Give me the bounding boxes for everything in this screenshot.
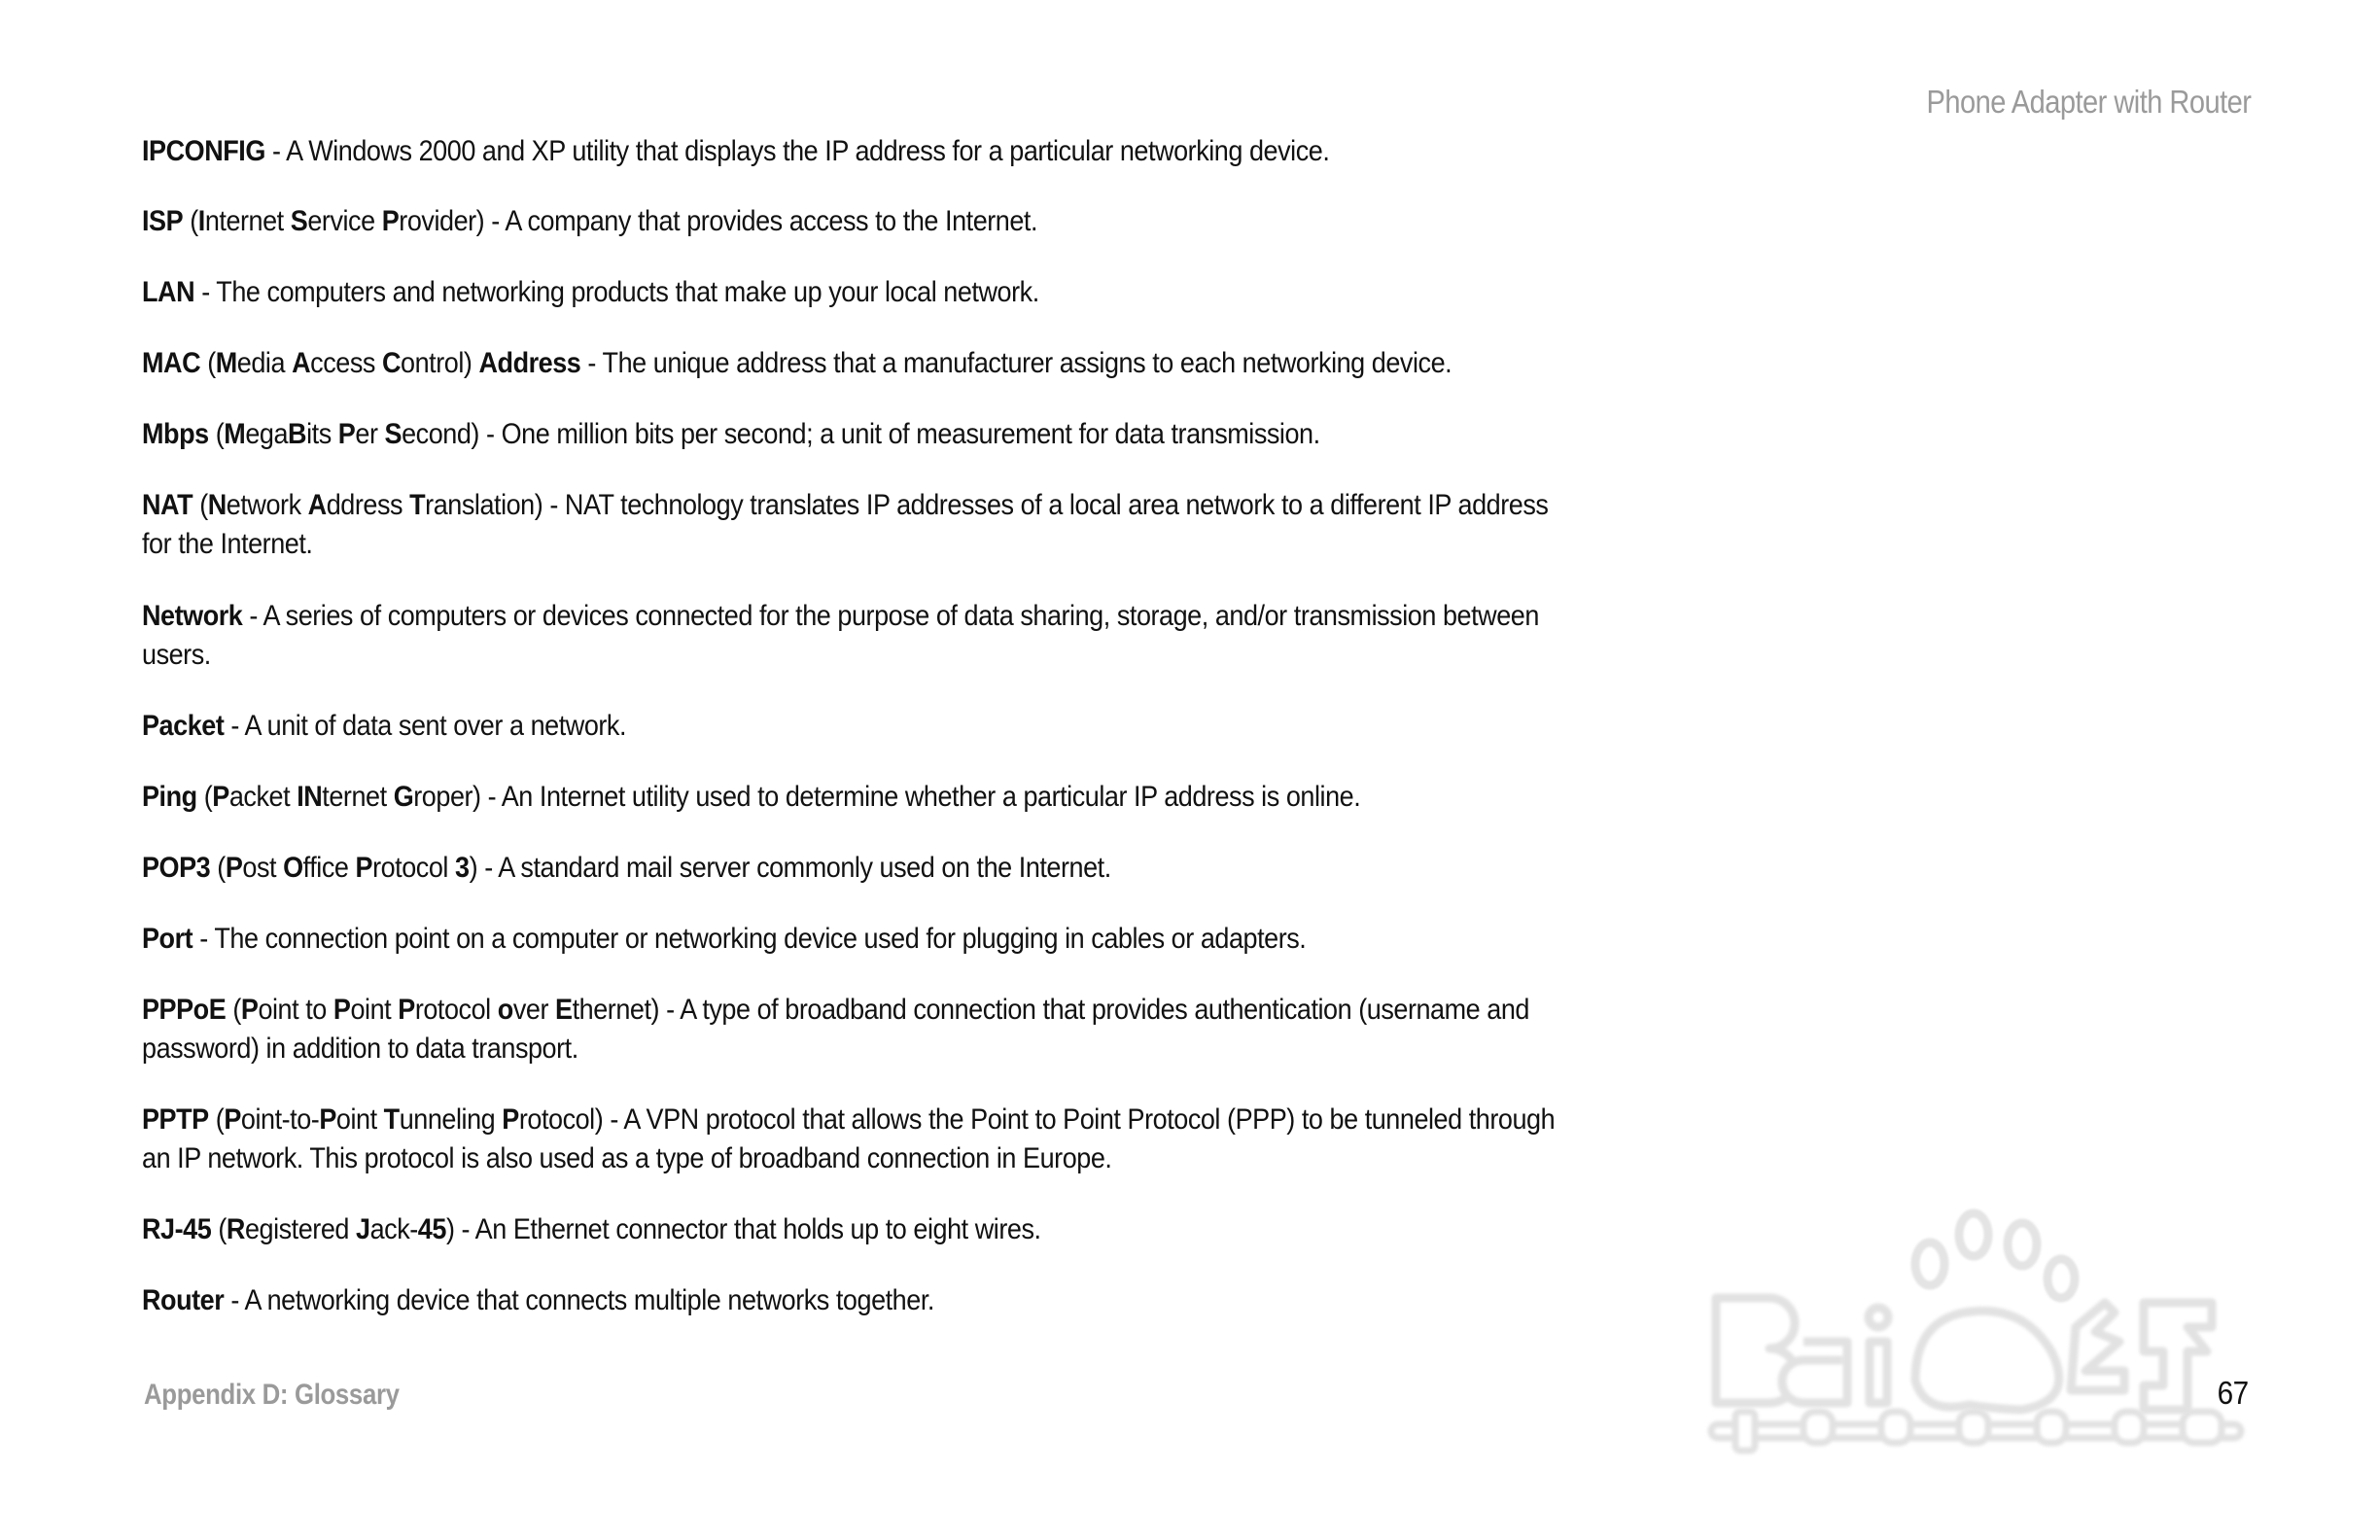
glossary-definition-text: oint <box>335 1103 384 1136</box>
paw-print-icon <box>1915 1213 2075 1298</box>
glossary-term-text: C <box>381 347 402 379</box>
glossary-definition-text: ost <box>242 852 284 884</box>
glossary-entry-mac-address <box>142 344 1682 383</box>
glossary-definition-text: ( <box>208 1103 225 1136</box>
page-number: 67 <box>2217 1375 2249 1411</box>
glossary-term-text: P <box>319 1103 336 1136</box>
glossary-term-text: POP3 <box>142 852 211 884</box>
glossary-term-text: P <box>212 781 229 813</box>
glossary-definition-text: rotocol) - A VPN protocol that allows the Point to Point Protocol (PPP) to be tunneled through <box>518 1103 1556 1136</box>
glossary-term-text: Packet <box>142 710 225 742</box>
glossary-entry-router <box>142 1281 1682 1320</box>
glossary-definition-text: ( <box>196 781 213 813</box>
glossary-entry-rj45 <box>142 1210 1682 1249</box>
glossary-definition-text: - The connection point on a computer or networking device used for plugging in cables or adapters. <box>192 923 1307 955</box>
glossary-definition-text: ega <box>245 418 289 450</box>
glossary-definition-text: roper) - An Internet utility used to determine whether a particular IP address is online. <box>413 781 1361 813</box>
glossary-term-text: IN <box>297 781 323 813</box>
glossary-definition-text: oint <box>350 994 399 1026</box>
glossary-definition-text: - A unit of data sent over a network. <box>224 710 627 742</box>
footer-section-title: Appendix D: Glossary <box>144 1379 400 1411</box>
glossary-term-text: RJ-45 <box>142 1213 212 1245</box>
glossary-definition-text: an IP network. This protocol is also used as a type of broadband connection in Europe. <box>142 1142 1112 1174</box>
glossary-definition-text: ) - An Ethernet connector that holds up to eight wires. <box>445 1213 1041 1245</box>
jingyan-url-text <box>1711 1412 2241 1451</box>
baidu-jingyan-watermark <box>1697 1196 2260 1458</box>
glossary-definition-text: ontrol) <box>401 347 479 379</box>
glossary-term-text: G <box>393 781 414 813</box>
glossary-definition-text: ( <box>210 852 226 884</box>
glossary-entry-isp <box>142 202 1682 241</box>
glossary-term-text: I <box>197 205 205 237</box>
glossary-term-text: ISP <box>142 205 184 237</box>
glossary-term-text: Router <box>142 1284 225 1316</box>
glossary-definition-text: ( <box>208 418 225 450</box>
glossary-term-text: Network <box>142 600 243 632</box>
glossary-definition-text: oint-to- <box>240 1103 320 1136</box>
glossary-entry-pop3 <box>142 849 1682 888</box>
glossary-term-text: Mbps <box>142 418 209 450</box>
glossary-term-text: S <box>290 205 308 237</box>
glossary-definition-text: thernet) - A type of broadband connection that provides authentication (username and <box>572 994 1529 1026</box>
glossary-definition-text: users. <box>142 639 211 671</box>
glossary-definition-text: edia <box>236 347 293 379</box>
glossary-entry-network <box>142 597 1682 675</box>
glossary-definition-text: - A series of computers or devices connected for the purpose of data sharing, storage, and/or transmission between <box>242 600 1539 632</box>
glossary-term-text: P <box>355 852 373 884</box>
glossary-entry-ipconfig <box>142 132 1682 171</box>
glossary-term-text: A <box>307 489 327 521</box>
glossary-term-text: A <box>292 347 311 379</box>
baidu-logo-text <box>1716 1298 2212 1410</box>
glossary-term-text: S <box>384 418 402 450</box>
glossary-definition-text: ranslation) - NAT technology translates IP addresses of a local area network to a different IP address <box>425 489 1549 521</box>
glossary-term-text: 45 <box>417 1213 446 1245</box>
glossary-definition-text: its <box>306 418 338 450</box>
glossary-term-text: LAN <box>142 276 195 308</box>
glossary-definition-text: rotocol <box>414 994 498 1026</box>
glossary-term-text: MAC <box>142 347 201 379</box>
glossary-definition-text: ddress <box>326 489 410 521</box>
glossary-term-text: Ping <box>142 781 197 813</box>
glossary-term-text: R <box>226 1213 245 1245</box>
glossary-definition-text: rotocol <box>372 852 456 884</box>
glossary-term-text: T <box>383 1103 400 1136</box>
glossary-term-text: T <box>409 489 426 521</box>
glossary-definition-text: ( <box>192 489 208 521</box>
glossary-definition-text: ( <box>200 347 216 379</box>
glossary-definition-text: ( <box>183 205 198 237</box>
glossary-definition-text: ffice <box>302 852 356 884</box>
glossary-definition-text: ack- <box>369 1213 418 1245</box>
glossary-term-text: P <box>225 852 243 884</box>
glossary-definition-text: oint to <box>258 994 333 1026</box>
glossary-definition-text: password) in addition to data transport. <box>142 1032 578 1065</box>
page-header-title: Phone Adapter with Router <box>1926 84 2251 120</box>
glossary-definition-text: ( <box>226 994 241 1026</box>
glossary-definition-text: ccess <box>310 347 382 379</box>
glossary-entry-lan <box>142 273 1682 312</box>
glossary-term-text: M <box>215 347 237 379</box>
glossary-definition-text: ver <box>512 994 556 1026</box>
glossary-term-text: o <box>497 994 513 1026</box>
glossary-definition-text: - A Windows 2000 and XP utility that displays the IP address for a particular networking device. <box>264 135 1330 167</box>
glossary-definition-text: unneling <box>399 1103 503 1136</box>
glossary-term-text: PPTP <box>142 1103 209 1136</box>
glossary-term-text: B <box>288 418 307 450</box>
glossary-definition-text: rovider) - A company that provides access to the Internet. <box>399 205 1038 237</box>
glossary-definition-text: - A networking device that connects multiple networks together. <box>224 1284 934 1316</box>
glossary-term-text: PPPoE <box>142 994 227 1026</box>
glossary-definition-text: er <box>355 418 385 450</box>
glossary-term-text: 3 <box>455 852 470 884</box>
glossary-term-text: E <box>555 994 573 1026</box>
glossary-term-text: NAT <box>142 489 193 521</box>
glossary-entry-port <box>142 920 1682 959</box>
glossary-term-text: P <box>240 994 259 1026</box>
glossary-definition-text: ) - A standard mail server commonly used on the Internet. <box>469 852 1111 884</box>
glossary-term-text: P <box>224 1103 241 1136</box>
glossary-term-text: J <box>356 1213 370 1245</box>
glossary-term-text: P <box>502 1103 519 1136</box>
glossary-entry-pptp <box>142 1101 1682 1178</box>
glossary-definition-text: ternet <box>322 781 394 813</box>
glossary-term-text: P <box>337 418 356 450</box>
glossary-term-text: IPCONFIG <box>142 135 265 167</box>
glossary-term-text: N <box>207 489 227 521</box>
glossary-definition-text: - The unique address that a manufacturer assigns to each networking device. <box>580 347 1452 379</box>
glossary-definition-text: acket <box>228 781 298 813</box>
glossary-term-text: M <box>224 418 246 450</box>
glossary-entry-nat <box>142 486 1682 564</box>
glossary-term-text: O <box>283 852 303 884</box>
glossary-definition-text: econd) - One million bits per second; a unit of measurement for data transmission. <box>402 418 1320 450</box>
glossary-definition-text: ervice <box>307 205 382 237</box>
glossary-term-text: Port <box>142 923 193 955</box>
glossary-entry-packet <box>142 707 1682 746</box>
glossary-definition-text: egistered <box>244 1213 357 1245</box>
glossary-definition-text: nternet <box>204 205 291 237</box>
glossary-definition-text: ( <box>211 1213 227 1245</box>
glossary-term-text: Address <box>478 347 581 379</box>
glossary-term-text: P <box>398 994 415 1026</box>
glossary-definition-text: for the Internet. <box>142 528 313 560</box>
glossary-term-text: P <box>332 994 351 1026</box>
glossary-definition-text: etwork <box>226 489 308 521</box>
glossary-definition-text: - The computers and networking products that make up your local network. <box>194 276 1039 308</box>
glossary-entry-ping <box>142 778 1682 817</box>
glossary-term-text: P <box>381 205 400 237</box>
glossary-entry-mbps <box>142 415 1682 454</box>
glossary-entry-pppoe <box>142 991 1682 1068</box>
